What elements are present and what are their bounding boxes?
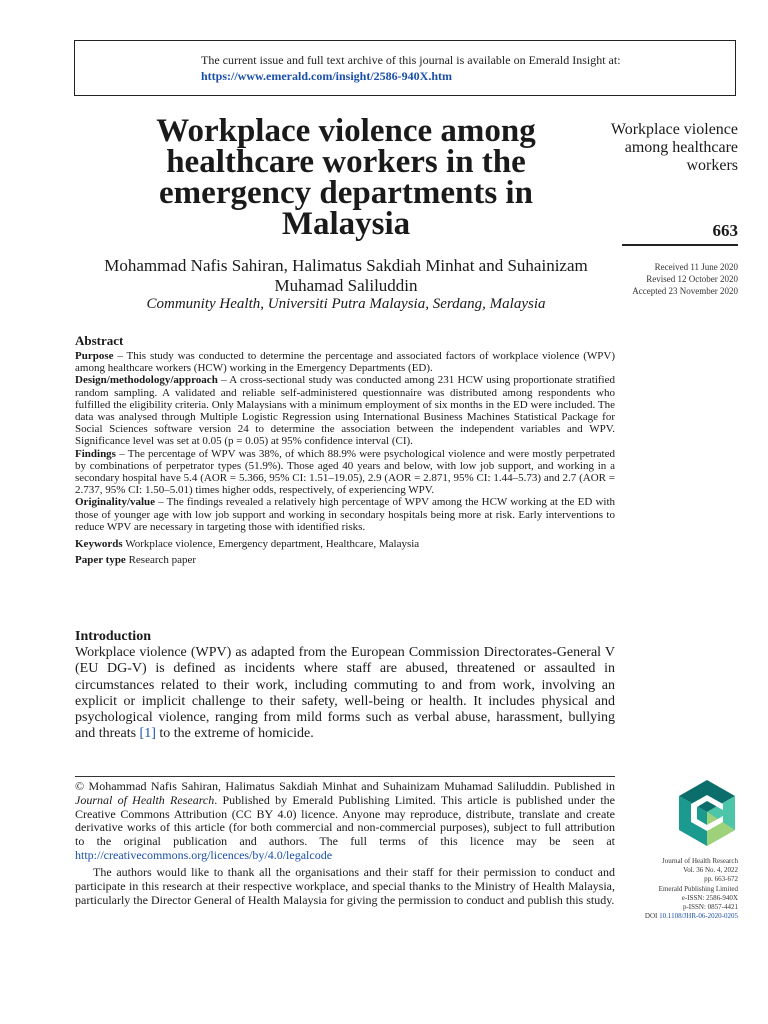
- keywords-label: Keywords: [75, 538, 123, 551]
- abstract-findings: [75, 448, 615, 497]
- abstract-heading: Abstract: [75, 333, 124, 348]
- journal-info: [600, 857, 738, 921]
- abstract-purpose: [75, 350, 615, 374]
- doi-label: DOI: [644, 912, 660, 921]
- archive-banner: [74, 40, 736, 96]
- journal-pissn: p-ISSN: 0857-4421: [682, 903, 738, 912]
- copyright-footnote: [75, 780, 615, 863]
- revised-date: Revised 12 October 2020: [646, 274, 738, 284]
- copyright-text: © Mohammad Nafis Sahiran, Halimatus Sakdiah Minhat and Suhainizam Muhamad Saliluddin. Published in: [75, 779, 615, 793]
- license-text: . Published by Emerald Publishing Limited. This article is published under the Creative Commons Attribution (CC BY 4.0) licence. Anyone may reproduce, distribute, translate and create derivative works of this article (for both commercial and non-commercial purposes), subject to full attribution to the original publication and authors. The full terms of this licence may be seen at: [75, 792, 615, 849]
- reference-link[interactable]: [1]: [139, 726, 156, 742]
- purpose-text: – This study was conducted to determine the percentage and associated factors of workplace violence (WPV) among healthcare workers (HCW) working in the Emergency Departments (ED).: [75, 350, 615, 375]
- journal-doi: [600, 912, 738, 921]
- license-link[interactable]: http://creativecommons.org/licences/by/4.0/legalcode: [75, 847, 333, 862]
- submission-dates: [600, 261, 738, 297]
- journal-name: Journal of Health Research: [662, 857, 738, 865]
- intro-text-end: to the extreme of homicide.: [155, 726, 314, 742]
- introduction-heading: Introduction: [75, 629, 151, 644]
- design-label: Design/methodology/approach: [75, 374, 218, 387]
- findings-label: Findings: [75, 447, 116, 460]
- originality-text: – The findings revealed a relatively high percentage of WPV among the HCW working at the ED with those of younger age with low job support and working in secondary hospitals being more at risk. Early interventions to reduce WPV are necessary in targeting those with identified risks.: [75, 496, 615, 533]
- doi-link[interactable]: 10.1108/JHR-06-2020-0205: [659, 912, 738, 921]
- journal-name-italic: Journal of Health Research: [75, 792, 215, 807]
- journal-volume: Vol. 36 No. 4, 2022: [683, 866, 738, 875]
- originality-label: Originality/value: [75, 496, 156, 509]
- intro-text: Workplace violence (WPV) as adapted from the European Commission Directorates-General V (EU DG-V) is defined as incidents where staff are abused, threatened or assaulted in circumstances related to their work, including commuting to and from work, involving an explicit or implicit challenge to their safety, well-being or health. It includes physical and psychological violence, ranging from mild forms such as verbal abuse, harassment, bullying and threats: [75, 645, 615, 742]
- received-date: Received 11 June 2020: [654, 262, 738, 272]
- abstract: [75, 333, 615, 566]
- page-number-rule: [622, 244, 738, 246]
- author-affiliation: Community Health, Universiti Putra Malaysia, Serdang, Malaysia: [146, 296, 546, 312]
- paper-type-text: Research paper: [125, 554, 197, 567]
- abstract-keywords: [75, 538, 615, 550]
- page-number: 663: [712, 221, 738, 240]
- keywords-text: Workplace violence, Emergency department, Healthcare, Malaysia: [122, 538, 420, 551]
- introduction-paragraph: [75, 645, 615, 743]
- journal-publisher: Emerald Publishing Limited: [658, 884, 738, 893]
- article-title: Workplace violence among healthcare workers in the emergency departments in Malaysia: [156, 113, 536, 242]
- journal-pages: pp. 663-672: [704, 875, 738, 884]
- abstract-paper-type: [75, 554, 615, 566]
- abstract-design: [75, 374, 615, 447]
- author-list: Mohammad Nafis Sahiran, Halimatus Sakdiah Minhat and Suhainizam Muhamad Saliluddin: [104, 256, 588, 295]
- journal-eissn: e-ISSN: 2586-940X: [681, 893, 738, 902]
- banner-text: The current issue and full text archive of this journal is available on Emerald Insight at:: [201, 53, 621, 67]
- footnote-divider: [75, 776, 615, 777]
- paper-type-label: Paper type: [75, 554, 126, 567]
- journal-archive-link[interactable]: https://www.emerald.com/insight/2586-940X.htm: [201, 69, 452, 83]
- findings-text: – The percentage of WPV was 38%, of which 88.9% were psychological violence and were mostly perpetrated by combinations of perpetrator types (51.9%). Those aged 40 years and below, with low job support, and working in a secondary hospital have 5.4 (AOR = 5.366, 95% CI: 1.51–19.05), 2.9 (AOR = 2.871, 95% CI: 1.44–5.73) and 2.7 (AOR = 2.737, 95% CI: 1.50–5.01) times higher odds, respectively, of experiencing WPV.: [75, 447, 615, 497]
- acknowledgement-footnote: The authors would like to thank all the organisations and their staff for their permission to conduct and participate in this research at their respective workplace, and special thanks to the Ministry of Health Malaysia, particularly the Director General of Health Malaysia for giving the permission to conduct and publish this study.: [75, 865, 615, 907]
- accepted-date: Accepted 23 November 2020: [632, 286, 738, 296]
- emerald-logo-icon: [677, 778, 737, 848]
- running-head: Workplace violence among healthcare workers: [610, 121, 738, 174]
- design-text: – A cross-sectional study was conducted among 231 HCW using proportionate stratified random sampling. A validated and reliable self-administered questionnaire was distributed among respondents who fulfilled the eligibility criteria. Only Malaysians with a minimum employment of six months in the ED were included. The data was analysed through Multiple Logistic Regression using International Business Machines Statistical Package for Social Sciences software version 24 to determine the association between the independent variables and WPV. Significance level was set at 0.05 (p = 0.05) at 95% confidence interval (CI).: [75, 374, 615, 448]
- purpose-label: Purpose: [75, 350, 114, 362]
- abstract-originality: [75, 496, 615, 533]
